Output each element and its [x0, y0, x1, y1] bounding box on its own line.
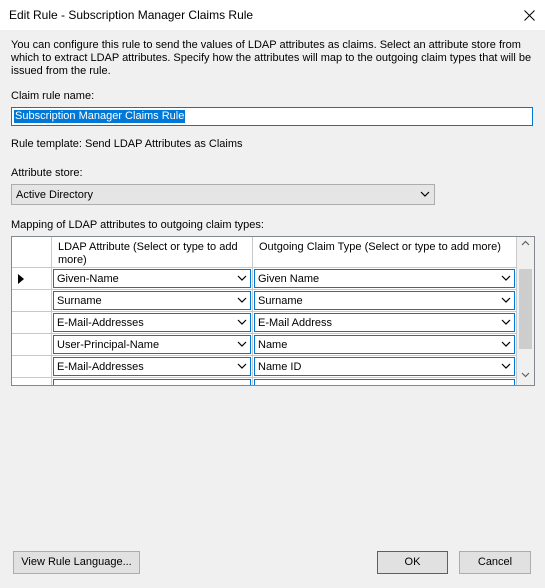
- ldap-attribute-column-label: LDAP Attribute (Select or type to add more): [58, 241, 238, 266]
- ldap-attribute-combo[interactable]: [53, 313, 251, 332]
- outgoing-claim-type-combo[interactable]: [254, 291, 515, 310]
- row-header[interactable]: [12, 334, 52, 356]
- outgoing-claim-type-column-label: Outgoing Claim Type (Select or type to add more): [259, 241, 501, 253]
- view-rule-language-button[interactable]: View Rule Language...: [13, 551, 140, 574]
- mapping-label: Mapping of LDAP attributes to outgoing claim types:: [11, 219, 264, 231]
- ldap-attribute-combo[interactable]: [53, 335, 251, 354]
- ldap-attribute-combo[interactable]: [53, 379, 251, 386]
- claim-rule-name-input[interactable]: [11, 107, 533, 126]
- ok-button[interactable]: OK: [377, 551, 448, 574]
- ldap-attribute-combo[interactable]: [53, 357, 251, 376]
- ldap-attribute-cell[interactable]: [52, 378, 253, 386]
- outgoing-claim-type-combo[interactable]: [254, 313, 515, 332]
- ldap-attribute-cell[interactable]: [52, 290, 253, 312]
- chevron-down-icon: [501, 361, 511, 371]
- ldap-attribute-column-header[interactable]: [52, 237, 253, 268]
- dialog-body: [0, 30, 545, 588]
- description-text: You can configure this rule to send the values of LDAP attributes as claims. Select an attribute store from which to extract LDAP attributes. Specify how the attributes will map to the outgoing claim types that will be issued from the rule.: [11, 39, 532, 77]
- window-title: Edit Rule - Subscription Manager Claims Rule: [9, 8, 254, 22]
- chevron-down-icon: [501, 295, 511, 305]
- outgoing-claim-type-column-header[interactable]: [253, 237, 517, 268]
- grid-corner-header: [12, 237, 52, 268]
- chevron-down-icon: [237, 273, 247, 283]
- outgoing-claim-type-cell[interactable]: [253, 356, 517, 378]
- row-header-current[interactable]: [12, 268, 52, 290]
- outgoing-claim-type-cell[interactable]: [253, 268, 517, 290]
- outgoing-claim-type-value: Name ID: [258, 361, 302, 373]
- chevron-down-icon: [501, 273, 511, 283]
- scrollbar-thumb[interactable]: [519, 269, 532, 349]
- chevron-down-icon: [237, 317, 247, 327]
- scroll-up-icon[interactable]: [521, 240, 530, 246]
- mapping-grid[interactable]: [11, 236, 535, 386]
- outgoing-claim-type-value: Surname: [258, 295, 303, 307]
- current-row-arrow-icon: [18, 274, 24, 284]
- ldap-attribute-value: E-Mail-Addresses: [57, 317, 144, 329]
- row-header[interactable]: [12, 356, 52, 378]
- rule-template-label: Rule template: Send LDAP Attributes as Claims: [11, 138, 243, 150]
- chevron-down-icon: [237, 339, 247, 349]
- grid-vertical-scrollbar[interactable]: [517, 237, 534, 385]
- ldap-attribute-value: Given-Name: [57, 273, 119, 285]
- chevron-down-icon: [237, 361, 247, 371]
- scroll-down-icon[interactable]: [521, 372, 530, 378]
- row-header[interactable]: [12, 312, 52, 334]
- ldap-attribute-cell[interactable]: [52, 268, 253, 290]
- outgoing-claim-type-combo[interactable]: [254, 379, 515, 386]
- ldap-attribute-cell[interactable]: [52, 356, 253, 378]
- outgoing-claim-type-combo[interactable]: [254, 335, 515, 354]
- ldap-attribute-value: E-Mail-Addresses: [57, 361, 144, 373]
- attribute-store-dropdown[interactable]: [11, 184, 435, 205]
- ldap-attribute-combo[interactable]: [53, 269, 251, 288]
- outgoing-claim-type-cell[interactable]: [253, 334, 517, 356]
- ldap-attribute-combo[interactable]: [53, 291, 251, 310]
- ldap-attribute-cell[interactable]: [52, 334, 253, 356]
- row-header[interactable]: [12, 290, 52, 312]
- chevron-down-icon: [237, 295, 247, 305]
- outgoing-claim-type-value: Name: [258, 339, 288, 351]
- outgoing-claim-type-value: E-Mail Address: [258, 317, 332, 329]
- ldap-attribute-value: User-Principal-Name: [57, 339, 160, 351]
- row-header[interactable]: [12, 378, 52, 386]
- outgoing-claim-type-cell[interactable]: [253, 312, 517, 334]
- claim-rule-name-label: Claim rule name:: [11, 90, 95, 102]
- cancel-button[interactable]: Cancel: [459, 551, 531, 574]
- close-icon: [524, 10, 535, 21]
- chevron-down-icon: [501, 317, 511, 327]
- outgoing-claim-type-combo[interactable]: [254, 357, 515, 376]
- title-bar: [0, 0, 545, 30]
- chevron-down-icon: [420, 189, 430, 199]
- attribute-store-label: Attribute store:: [11, 167, 83, 179]
- outgoing-claim-type-combo[interactable]: [254, 269, 515, 288]
- outgoing-claim-type-cell[interactable]: [253, 378, 517, 386]
- chevron-down-icon: [501, 339, 511, 349]
- ldap-attribute-cell[interactable]: [52, 312, 253, 334]
- outgoing-claim-type-value: Given Name: [258, 273, 320, 285]
- claim-rule-name-value: Subscription Manager Claims Rule: [15, 110, 185, 122]
- attribute-store-value: Active Directory: [16, 189, 94, 201]
- outgoing-claim-type-cell[interactable]: [253, 290, 517, 312]
- close-button[interactable]: [514, 2, 544, 28]
- ldap-attribute-value: Surname: [57, 295, 102, 307]
